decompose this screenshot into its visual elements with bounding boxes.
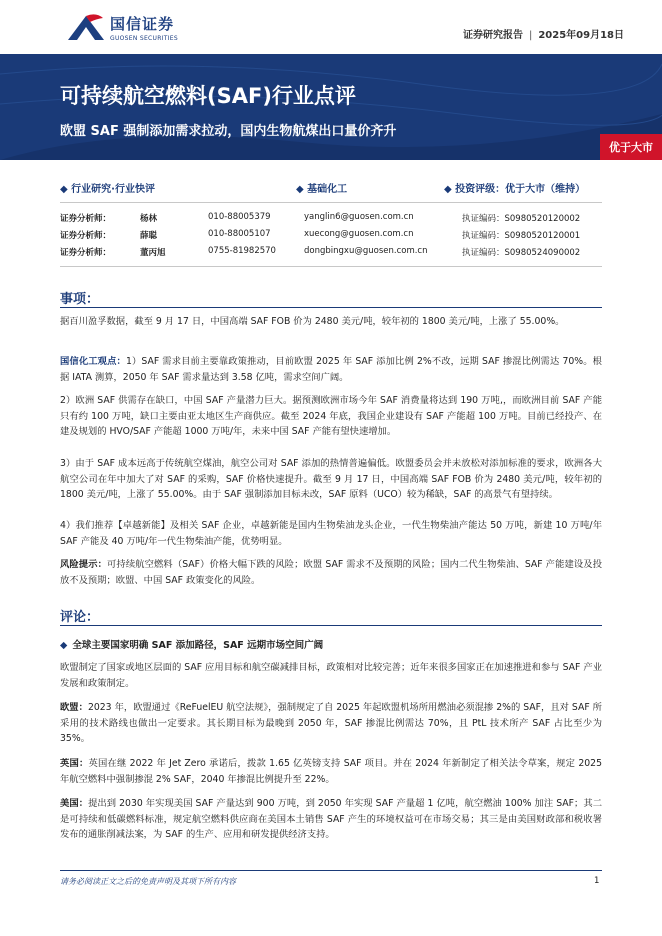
report-header bbox=[0, 0, 662, 54]
info-category: ◆ 行业研究·行业快评 bbox=[60, 184, 155, 195]
analyst-email[interactable]: yanglin6@guosen.com.cn bbox=[304, 212, 414, 222]
analyst-row: 证券分析师： 董丙旭 0755-81982570 dongbingxu@guosen.com.cn 执证编码：S0980524090002 bbox=[60, 246, 581, 258]
analyst-cert: 执证编码：S0980520120002 bbox=[462, 214, 581, 224]
uk-paragraph: 英国：英国在继 2022 年 Jet Zero 承诺后，拨款 1.65 亿英镑支持 SAF 项目。并在 2024 年新制定了相关法令草案，规定 2025 年航空燃料中强制掺混 2% SAF，2040 年掺混比例提升至 22%。 bbox=[60, 758, 602, 785]
eu-paragraph: 欧盟：2023 年，欧盟通过《ReFuelEU 航空法规》，强制规定了自 2025 年起欧盟机场所用燃油必须混掺 2%的 SAF，且对 SAF 所采用的技术路线也做出一定要求。其长期目标为最晚到 2050 年，SAF 掺混比例需达 70%，且 PtL 技术所产 SAF 占比至少为 35%。 bbox=[60, 702, 602, 745]
footer-rule bbox=[60, 870, 602, 871]
section-rule bbox=[60, 625, 602, 626]
logo-name-en: GUOSEN SECURITIES bbox=[110, 34, 179, 42]
section-rule bbox=[60, 307, 602, 308]
analyst-name: 薛聪 bbox=[140, 231, 158, 241]
section-heading-comment: 评论： bbox=[60, 610, 100, 625]
analyst-name: 杨林 bbox=[140, 214, 158, 224]
divider bbox=[60, 202, 602, 203]
analyst-table bbox=[60, 212, 602, 263]
report-title: 可持续航空燃料(SAF)行业点评 bbox=[60, 84, 356, 108]
section-heading-matters: 事项： bbox=[60, 292, 100, 307]
intro-paragraph: 据百川盈孚数据，截至 9 月 17 日，中国高端 SAF FOB 价为 2480 美元/吨，较年初的 1800 美元/吨，上涨了 55.00%。 bbox=[60, 316, 565, 327]
page-number: 1 bbox=[594, 876, 600, 886]
view-paragraph-2: 2）欧洲 SAF 供需存在缺口，中国 SAF 产量潜力巨大。据预测欧洲市场今年 SAF 消费量将达到 190 万吨,，而欧洲目前 SAF 产能只有约 100 万吨，缺口主要由亚太地区生产商供应。截至 2024 年底，我国企业建设有 SAF 产能超 100 万吨。目前已经投产、在建及规划的 HVO/SAF 产能超 1000 万吨/年，未来中国 SAF 产能有望快速增加。 bbox=[60, 395, 602, 438]
report-subtitle: 欧盟 SAF 强制添加需求拉动，国内生物航煤出口量价齐升 bbox=[60, 124, 397, 139]
view-paragraph-3: 3）由于 SAF 成本远高于传统航空煤油，航空公司对 SAF 添加的热情普遍偏低。欧盟委员会并未放松对添加标准的要求，欧洲各大航空公司在年中加大了对 SAF 的采购，SAF 价格快速提升。截至 9 月 17 日，中国高端 SAF FOB 价为 2480 美元/吨，较年初的 1800 美元/吨，上涨了 55.00%。由于 SAF 强制添加目标未改，SAF 原料（UCO）较为稀缺，SAF 的高景气有望持续。 bbox=[60, 458, 602, 501]
us-label: 美国： bbox=[60, 798, 89, 809]
analyst-phone: 010-88005107 bbox=[208, 229, 271, 239]
analyst-row: 证券分析师： 杨林 010-88005379 yanglin6@guosen.com.cn 执证编码：S0980520120002 bbox=[60, 212, 581, 224]
uk-label: 英国： bbox=[60, 758, 89, 769]
report-type: 证券研究报告 bbox=[462, 30, 523, 41]
view-label: 国信化工观点： bbox=[60, 356, 126, 367]
analyst-cert: 执证编码：S0980524090002 bbox=[462, 248, 581, 258]
diamond-icon: ◆ bbox=[60, 184, 72, 195]
risk-label: 风险提示： bbox=[60, 559, 108, 570]
analyst-name: 董丙旭 bbox=[140, 248, 166, 258]
analyst-phone: 0755-81982570 bbox=[208, 246, 276, 256]
report-date: 2025年09月18日 bbox=[538, 30, 624, 41]
logo-name-cn: 国信证券 bbox=[110, 14, 175, 33]
title-banner bbox=[0, 54, 662, 160]
header-separator: | bbox=[528, 30, 533, 41]
footer-disclaimer: 请务必阅读正文之后的免责声明及其项下所有内容 bbox=[60, 877, 236, 886]
header-meta bbox=[463, 26, 624, 41]
guosen-logo bbox=[66, 10, 178, 44]
diamond-icon: ◆ bbox=[444, 184, 456, 195]
analyst-phone: 010-88005379 bbox=[208, 212, 271, 222]
analyst-email[interactable]: dongbingxu@guosen.com.cn bbox=[304, 246, 428, 256]
risk-paragraph: 风险提示：可持续航空燃料（SAF）价格大幅下跌的风险；欧盟 SAF 需求不及预期的风险；国内二代生物柴油、SAF 产能建设及投放不及预期；欧盟、中国 SAF 政策变化的风险。 bbox=[60, 559, 602, 586]
diamond-icon: ◆ bbox=[60, 640, 68, 651]
comment-paragraph: 欧盟制定了国家或地区层面的 SAF 应用目标和航空碳减排目标，政策相对比较完善；近年来很多国家正在加速推进和参与 SAF 产业发展和政策制定。 bbox=[60, 662, 602, 689]
info-sector: ◆ 基础化工 bbox=[296, 184, 348, 195]
analyst-email[interactable]: xuecong@guosen.com.cn bbox=[304, 229, 414, 239]
comment-bullet-heading: ◆ 全球主要国家明确 SAF 添加路径，SAF 远期市场空间广阔 bbox=[60, 640, 324, 651]
view-paragraph-4: 4）我们推荐【卓越新能】及相关 SAF 企业，卓越新能是国内生物柴油龙头企业，一代生物柴油产能达 50 万吨，新建 10 万吨/年 SAF 产能及 40 万吨/年一代生物柴油产能，优势明显。 bbox=[60, 520, 602, 547]
divider bbox=[60, 266, 602, 267]
info-bar bbox=[60, 180, 602, 196]
eu-label: 欧盟： bbox=[60, 702, 88, 713]
guosen-logo-icon bbox=[66, 10, 106, 44]
analyst-cert: 执证编码：S0980520120001 bbox=[462, 231, 581, 241]
diamond-icon: ◆ bbox=[296, 184, 308, 195]
info-rating: ◆ 投资评级：优于大市（维持） bbox=[444, 184, 586, 195]
analyst-row: 证券分析师： 薛聪 010-88005107 xuecong@guosen.com.cn 执证编码：S0980520120001 bbox=[60, 229, 581, 241]
rating-badge: 优于大市 bbox=[600, 134, 662, 160]
view-paragraph-1: 国信化工观点：1）SAF 需求目前主要靠政策推动，目前欧盟 2025 年 SAF 添加比例 2%不改，远期 SAF 掺混比例需达 70%。根据 IATA 测算，2050 年 SAF 需求量达到 3.58 亿吨，需求空间广阔。 bbox=[60, 356, 602, 383]
us-paragraph: 美国：提出到 2030 年实现美国 SAF 产量达到 900 万吨，到 2050 年实现 SAF 产量超 1 亿吨，航空燃油 100% 加注 SAF；其二是可持续和低碳燃料标准，规定航空燃料供应商在美国本土销售 SAF 产生的环境权益可在市场交易；其三是由美国财政部和税收署发布的通胀削减法案，为 SAF 的生产、应用和研发提供经济支持。 bbox=[60, 798, 602, 841]
